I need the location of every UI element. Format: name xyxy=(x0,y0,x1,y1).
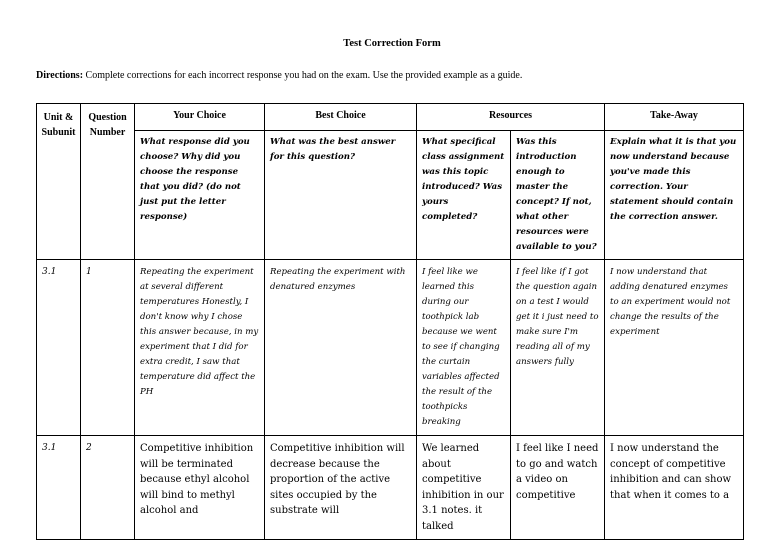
directions-text: Complete corrections for each incorrect response you had on the exam. Use the provided example as a guide. xyxy=(83,70,523,81)
subheader-resources-b: Was this introduction enough to master the concept? If not, what other resources were available to you? xyxy=(511,131,605,260)
header-row xyxy=(37,104,744,131)
header-best-choice: Best Choice xyxy=(265,104,417,131)
cell-best-choice: Competitive inhibition will decrease because the proportion of the active sites occupied by the substrate will xyxy=(265,436,417,540)
directions xyxy=(36,70,522,81)
cell-resources-a: We learned about competitive inhibition in our 3.1 notes. it talked xyxy=(417,436,511,540)
form-title: Test Correction Form xyxy=(343,38,441,49)
header-take-away: Take-Away xyxy=(605,104,744,131)
header-question: Question Number xyxy=(81,104,135,260)
table-row xyxy=(37,436,744,540)
subheader-resources-a: What specifical class assignment was this topic introduced? Was yours completed? xyxy=(417,131,511,260)
cell-your-choice: Repeating the experiment at several different temperatures Honestly, I don't know why I chose this answer because, in my experiment that I did for extra credit, I saw that temperature did affect the PH xyxy=(135,260,265,436)
header-resources: Resources xyxy=(417,104,605,131)
cell-take-away: I now understand the concept of competitive inhibition and can show that when it comes to a xyxy=(605,436,744,540)
subheader-row xyxy=(37,131,744,260)
subheader-best-choice: What was the best answer for this question? xyxy=(265,131,417,260)
cell-best-choice: Repeating the experiment with denatured enzymes xyxy=(265,260,417,436)
cell-question: 2 xyxy=(81,436,135,540)
subheader-take-away: Explain what it is that you now understand because you've made this correction. Your statement should contain the correction answer. xyxy=(605,131,744,260)
cell-question: 1 xyxy=(81,260,135,436)
header-unit: Unit & Subunit xyxy=(37,104,81,260)
cell-your-choice: Competitive inhibition will be terminated because ethyl alcohol will bind to methyl alcohol and xyxy=(135,436,265,540)
cell-resources-b: I feel like I need to go and watch a video on competitive xyxy=(511,436,605,540)
header-your-choice: Your Choice xyxy=(135,104,265,131)
directions-label: Directions: xyxy=(36,70,84,81)
cell-resources-a: I feel like we learned this during our toothpick lab because we went to see if changing the curtain variables affected the result of the toothpicks breaking xyxy=(417,260,511,436)
table-row xyxy=(37,260,744,436)
cell-unit: 3.1 xyxy=(37,260,81,436)
cell-take-away: I now understand that adding denatured enzymes to an experiment would not change the results of the experiment xyxy=(605,260,744,436)
cell-resources-b: I feel like if I got the question again on a test I would get it i just need to make sure I'm reading all of my answers fully xyxy=(511,260,605,436)
cell-unit: 3.1 xyxy=(37,436,81,540)
subheader-your-choice: What response did you choose? Why did you choose the response that you did? (do not just put the letter response) xyxy=(135,131,265,260)
correction-table xyxy=(36,103,744,540)
